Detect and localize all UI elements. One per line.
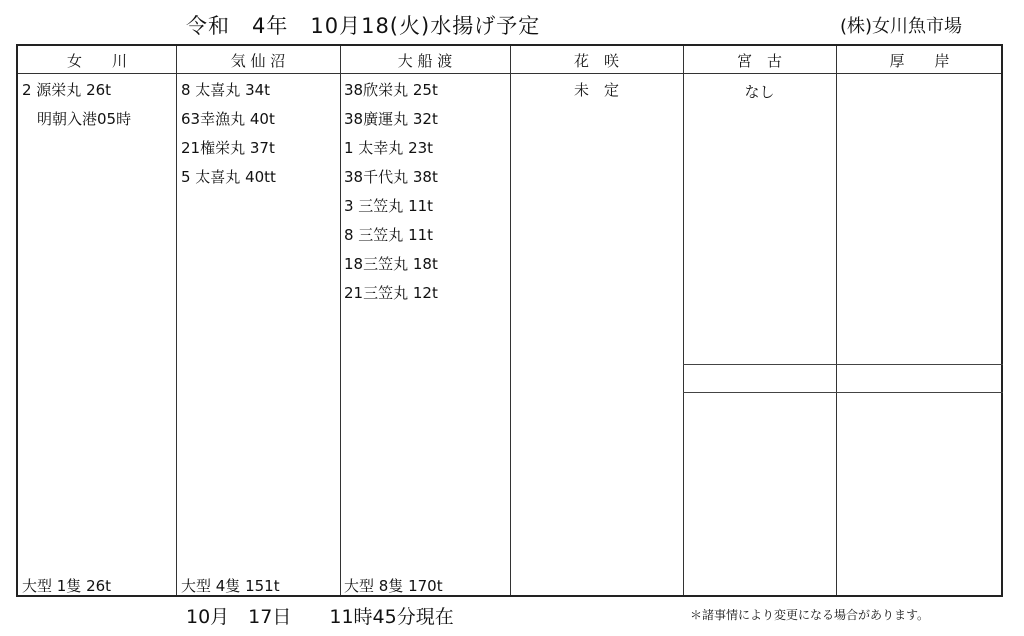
total-ofunato: 大型 8隻 170t [344,577,443,595]
row-divider [683,364,1003,365]
column-header-akkeshi: 厚 岸 [889,52,950,70]
company-name: (株)女川魚市場 [840,16,963,37]
list-item: 38千代丸 38t [344,168,438,186]
list-item: 38廣運丸 32t [344,110,438,128]
list-item: 2 源栄丸 26t [22,81,112,99]
list-item: 未 定 [573,81,619,99]
timestamp: 10月 17日 11時45分現在 [186,606,454,628]
list-item: 1 太幸丸 23t [344,139,434,157]
list-item: なし [744,83,775,101]
list-item: 8 三笠丸 11t [344,226,434,244]
column-header-hanasaki: 花 咲 [573,52,619,70]
list-item: 5 太喜丸 40tt [181,168,276,186]
list-item: 63幸漁丸 40t [181,110,275,128]
column-divider [510,46,511,595]
column-divider [836,46,837,595]
total-kesennuma: 大型 4隻 151t [181,577,280,595]
column-divider [176,46,177,595]
list-item: 21三笠丸 12t [344,284,438,302]
column-divider [340,46,341,595]
row-divider [683,392,1003,393]
list-item: 3 三笠丸 11t [344,197,434,215]
list-item: 21権栄丸 37t [181,139,275,157]
list-item: 38欣栄丸 25t [344,81,438,99]
column-divider [683,46,684,595]
page-title: 令和 4年 10月18(火)水揚げ予定 [186,14,541,38]
total-onagawa: 大型 1隻 26t [22,577,112,595]
column-header-kesennuma: 気 仙 沼 [230,52,286,70]
column-header-miyako: 宮 古 [736,52,782,70]
column-header-onagawa: 女 川 [66,52,127,70]
list-item: 18三笠丸 18t [344,255,438,273]
landing-schedule-table [16,44,1003,597]
list-item: 明朝入港05時 [22,110,132,128]
header-divider [18,73,1001,74]
list-item: 8 太喜丸 34t [181,81,271,99]
footnote: ＊諸事情により変更になる場合があります。 [690,608,930,622]
column-header-ofunato: 大 船 渡 [397,52,453,70]
